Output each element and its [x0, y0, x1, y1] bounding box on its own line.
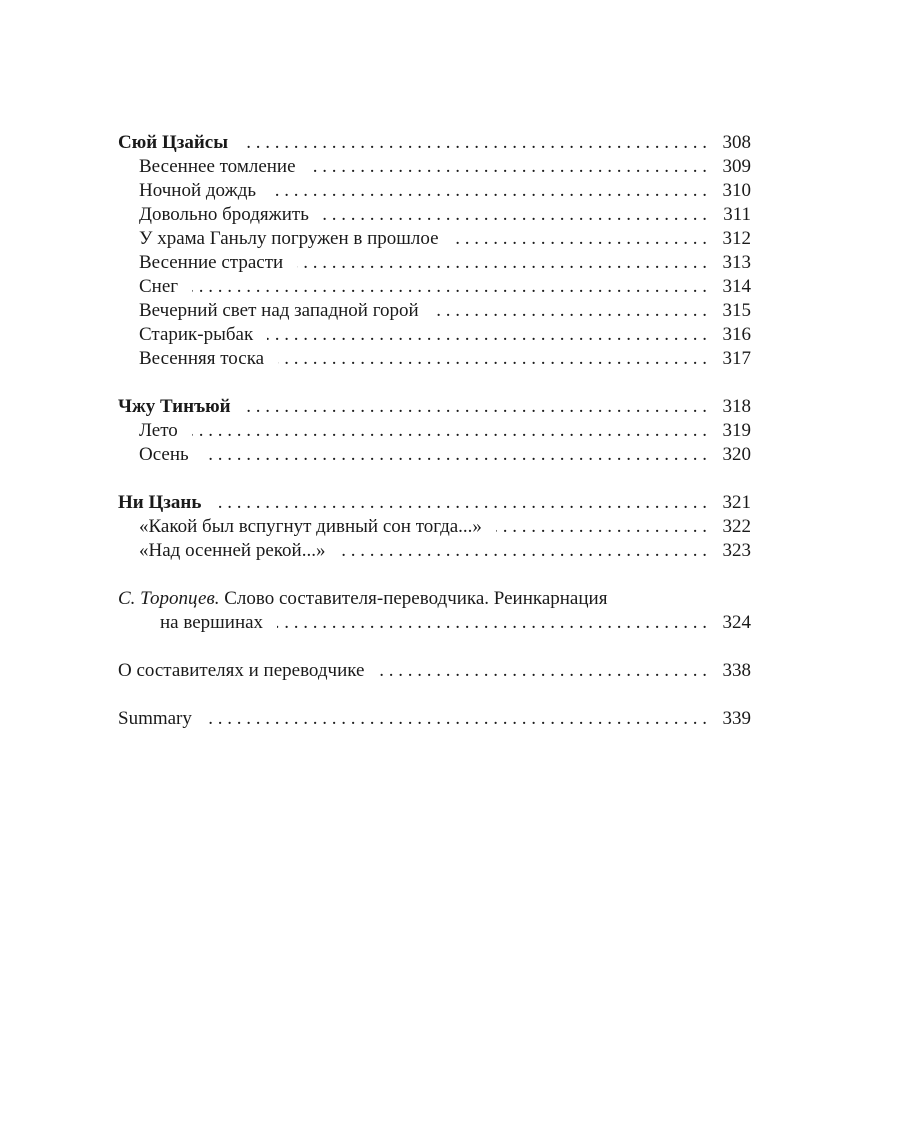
toc-entry[interactable]	[118, 539, 751, 563]
toc-entry[interactable]	[118, 299, 751, 323]
afterword-title-continued: на вершинах	[160, 612, 264, 633]
toc-entry[interactable]	[118, 323, 751, 347]
dot-leader	[242, 131, 707, 155]
afterword-author: С. Торопцев.	[118, 588, 220, 609]
toc-afterword[interactable]	[118, 587, 751, 635]
toc-entry-title: О составителях и переводчике	[118, 660, 365, 681]
dot-leader	[277, 611, 707, 635]
toc-section-xu-zaisi	[118, 131, 751, 371]
dot-leader	[453, 227, 707, 251]
toc-heading[interactable]	[118, 395, 751, 419]
toc-entry-title: Довольно бродяжить	[139, 204, 309, 225]
dot-leader	[203, 443, 707, 467]
toc-entry-title: Summary	[118, 708, 192, 729]
toc-heading[interactable]	[118, 491, 751, 515]
toc-heading-title: Сюй Цзайсы	[118, 132, 229, 153]
toc-page-number: 324	[722, 612, 751, 633]
toc-entry-title: У храма Ганьлу погружен в прошлое	[139, 228, 439, 249]
toc-entry[interactable]	[118, 179, 751, 203]
afterword-continuation	[118, 611, 751, 635]
table-of-contents	[118, 131, 751, 755]
toc-page-number: 339	[722, 708, 751, 729]
afterword-title: Слово составителя-переводчика. Реинкарнация	[224, 588, 608, 609]
toc-entry[interactable]	[118, 419, 751, 443]
toc-page-number: 338	[722, 660, 751, 681]
toc-heading-title: Ни Цзань	[118, 492, 202, 513]
toc-entry[interactable]	[118, 251, 751, 275]
dot-leader	[215, 491, 707, 515]
toc-entry[interactable]	[118, 227, 751, 251]
toc-page-number: 322	[722, 516, 751, 537]
toc-about	[118, 659, 751, 683]
dot-leader	[192, 275, 707, 299]
toc-entry-title: Весеннее томление	[139, 156, 296, 177]
toc-entry-title: Осень	[139, 444, 189, 465]
dot-leader	[323, 203, 707, 227]
toc-page-number: 321	[722, 492, 751, 513]
toc-entry[interactable]	[118, 155, 751, 179]
toc-entry[interactable]	[118, 707, 751, 731]
toc-page-number: 309	[722, 156, 751, 177]
toc-entry[interactable]	[118, 203, 751, 227]
toc-page-number: 316	[722, 324, 751, 345]
dot-leader	[245, 395, 707, 419]
toc-section-ni-zan	[118, 491, 751, 563]
toc-entry[interactable]	[118, 515, 751, 539]
toc-entry-title: «Какой был вспугнут дивный сон тогда...»	[139, 516, 482, 537]
dot-leader	[339, 539, 707, 563]
toc-summary	[118, 707, 751, 731]
toc-entry-title: «Над осенней рекой...»	[139, 540, 326, 561]
toc-page-number: 318	[722, 396, 751, 417]
toc-page-number: 308	[722, 132, 751, 153]
toc-entry-title: Снег	[139, 276, 179, 297]
dot-leader	[270, 179, 707, 203]
toc-page-number: 317	[722, 348, 751, 369]
dot-leader	[433, 299, 707, 323]
toc-heading-title: Чжу Тинъюй	[118, 396, 231, 417]
toc-entry-title: Вечерний свет над западной горой	[139, 300, 419, 321]
toc-entry-title: Ночной дождь	[139, 180, 257, 201]
toc-page-number: 312	[722, 228, 751, 249]
toc-entry[interactable]	[118, 659, 751, 683]
toc-page-number: 314	[722, 276, 751, 297]
toc-page-number: 315	[722, 300, 751, 321]
dot-leader	[192, 419, 707, 443]
dot-leader	[297, 251, 707, 275]
dot-leader	[278, 347, 707, 371]
toc-entry-title: Лето	[139, 420, 178, 441]
toc-heading[interactable]	[118, 131, 751, 155]
toc-entry-title: Весенняя тоска	[139, 348, 265, 369]
toc-entry[interactable]	[118, 347, 751, 371]
toc-entry-title: Весенние страсти	[139, 252, 284, 273]
toc-page-number: 311	[723, 204, 751, 225]
toc-entry[interactable]	[118, 443, 751, 467]
toc-section-zhu-tingyu	[118, 395, 751, 467]
toc-page-number: 323	[722, 540, 751, 561]
toc-page-number: 319	[722, 420, 751, 441]
dot-leader	[267, 323, 707, 347]
toc-entry[interactable]	[118, 275, 751, 299]
toc-page-number: 320	[722, 444, 751, 465]
dot-leader	[206, 707, 707, 731]
dot-leader	[378, 659, 707, 683]
dot-leader	[310, 155, 707, 179]
afterword-line	[118, 587, 751, 611]
toc-page-number: 310	[722, 180, 751, 201]
toc-entry-title: Старик-рыбак	[139, 324, 254, 345]
toc-page-number: 313	[722, 252, 751, 273]
dot-leader	[496, 515, 707, 539]
